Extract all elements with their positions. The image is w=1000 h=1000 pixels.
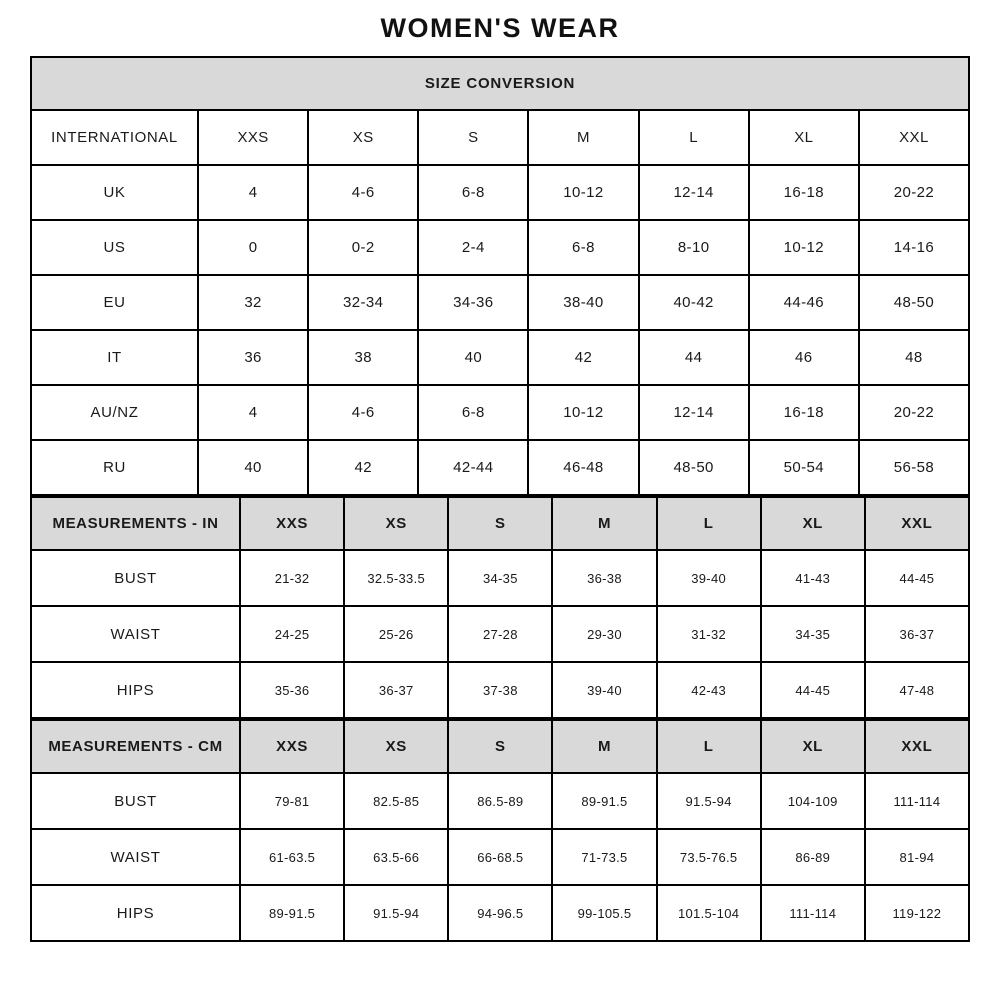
measurements-in-table: [30, 496, 970, 719]
table-cell: 36-37: [865, 606, 969, 662]
table-cell: 47-48: [865, 662, 969, 718]
table-cell: 71-73.5: [552, 829, 656, 885]
row-label: INTERNATIONAL: [31, 110, 198, 165]
table-cell: 48-50: [639, 440, 749, 495]
table-row: [31, 773, 969, 829]
table-cell: 16-18: [749, 165, 859, 220]
row-label: WAIST: [31, 829, 240, 885]
table-cell: 42-43: [657, 662, 761, 718]
table-cell: 36-37: [344, 662, 448, 718]
table-cell: 50-54: [749, 440, 859, 495]
table-cell: 91.5-94: [344, 885, 448, 941]
table-cell: S: [418, 110, 528, 165]
table-cell: 41-43: [761, 550, 865, 606]
table-cell: 10-12: [528, 385, 638, 440]
table-cell: 44: [639, 330, 749, 385]
table-cell: M: [528, 110, 638, 165]
table-cell: 89-91.5: [552, 773, 656, 829]
table-cell: 86.5-89: [448, 773, 552, 829]
table-cell: 4-6: [308, 385, 418, 440]
row-label: HIPS: [31, 885, 240, 941]
column-header-xxs: XXS: [240, 497, 344, 550]
table-cell: 61-63.5: [240, 829, 344, 885]
table-cell: 25-26: [344, 606, 448, 662]
table-cell: 94-96.5: [448, 885, 552, 941]
table-row: [31, 885, 969, 941]
table-cell: 32: [198, 275, 308, 330]
row-label: BUST: [31, 550, 240, 606]
measurements-in-header-row: [31, 497, 969, 550]
row-label: BUST: [31, 773, 240, 829]
table-cell: 31-32: [657, 606, 761, 662]
measurements-cm-body: [31, 773, 969, 941]
table-cell: 4-6: [308, 165, 418, 220]
row-label: UK: [31, 165, 198, 220]
table-cell: 46: [749, 330, 859, 385]
table-cell: 6-8: [528, 220, 638, 275]
column-header-s: S: [448, 497, 552, 550]
table-cell: 39-40: [552, 662, 656, 718]
column-header-m: M: [552, 720, 656, 773]
table-cell: 48: [859, 330, 969, 385]
table-cell: 119-122: [865, 885, 969, 941]
table-cell: 104-109: [761, 773, 865, 829]
size-conversion-banner: SIZE CONVERSION: [31, 57, 969, 110]
table-cell: 39-40: [657, 550, 761, 606]
table-cell: 14-16: [859, 220, 969, 275]
table-cell: 48-50: [859, 275, 969, 330]
table-row: [31, 606, 969, 662]
size-conversion-banner-row: [31, 57, 969, 110]
table-cell: 27-28: [448, 606, 552, 662]
row-label: US: [31, 220, 198, 275]
table-row: [31, 110, 969, 165]
table-cell: 82.5-85: [344, 773, 448, 829]
page-title: WOMEN'S WEAR: [380, 13, 620, 43]
table-cell: 63.5-66: [344, 829, 448, 885]
row-label: EU: [31, 275, 198, 330]
size-conversion-body: [31, 110, 969, 495]
table-cell: L: [639, 110, 749, 165]
table-cell: 29-30: [552, 606, 656, 662]
table-row: [31, 829, 969, 885]
table-cell: 40-42: [639, 275, 749, 330]
table-cell: 0: [198, 220, 308, 275]
measurements-cm-table: [30, 719, 970, 942]
table-cell: 66-68.5: [448, 829, 552, 885]
table-cell: 38: [308, 330, 418, 385]
column-header-m: M: [552, 497, 656, 550]
column-header-xl: XL: [761, 720, 865, 773]
table-cell: 56-58: [859, 440, 969, 495]
column-header-xl: XL: [761, 497, 865, 550]
table-cell: 86-89: [761, 829, 865, 885]
column-header-s: S: [448, 720, 552, 773]
column-header-xs: XS: [344, 720, 448, 773]
table-cell: 35-36: [240, 662, 344, 718]
table-cell: 42: [308, 440, 418, 495]
row-label: AU/NZ: [31, 385, 198, 440]
table-cell: 111-114: [761, 885, 865, 941]
table-cell: 0-2: [308, 220, 418, 275]
table-cell: 32.5-33.5: [344, 550, 448, 606]
table-cell: 91.5-94: [657, 773, 761, 829]
table-cell: 34-35: [448, 550, 552, 606]
table-cell: 20-22: [859, 165, 969, 220]
table-row: [31, 220, 969, 275]
table-cell: 89-91.5: [240, 885, 344, 941]
table-cell: 32-34: [308, 275, 418, 330]
table-cell: 20-22: [859, 385, 969, 440]
table-cell: 44-46: [749, 275, 859, 330]
row-label: RU: [31, 440, 198, 495]
table-cell: 40: [418, 330, 528, 385]
table-cell: 16-18: [749, 385, 859, 440]
table-header-label: MEASUREMENTS - CM: [31, 720, 240, 773]
table-row: [31, 165, 969, 220]
table-row: [31, 330, 969, 385]
table-cell: 6-8: [418, 165, 528, 220]
column-header-l: L: [657, 720, 761, 773]
table-cell: 8-10: [639, 220, 749, 275]
measurements-in-body: [31, 550, 969, 718]
table-cell: XXS: [198, 110, 308, 165]
column-header-xxl: XXL: [865, 720, 969, 773]
table-cell: 44-45: [865, 550, 969, 606]
table-cell: 37-38: [448, 662, 552, 718]
table-row: [31, 440, 969, 495]
row-label: WAIST: [31, 606, 240, 662]
table-cell: 4: [198, 385, 308, 440]
table-cell: 46-48: [528, 440, 638, 495]
table-cell: XXL: [859, 110, 969, 165]
column-header-l: L: [657, 497, 761, 550]
table-cell: 79-81: [240, 773, 344, 829]
table-row: [31, 275, 969, 330]
table-cell: XS: [308, 110, 418, 165]
table-cell: 44-45: [761, 662, 865, 718]
size-conversion-table: [30, 56, 970, 496]
table-cell: 6-8: [418, 385, 528, 440]
table-cell: 24-25: [240, 606, 344, 662]
table-cell: 99-105.5: [552, 885, 656, 941]
column-header-xxs: XXS: [240, 720, 344, 773]
table-cell: 81-94: [865, 829, 969, 885]
table-cell: 36: [198, 330, 308, 385]
table-cell: 21-32: [240, 550, 344, 606]
table-cell: 12-14: [639, 165, 749, 220]
table-row: [31, 662, 969, 718]
table-cell: 10-12: [528, 165, 638, 220]
table-cell: 73.5-76.5: [657, 829, 761, 885]
table-cell: XL: [749, 110, 859, 165]
table-row: [31, 385, 969, 440]
table-cell: 34-35: [761, 606, 865, 662]
table-cell: 38-40: [528, 275, 638, 330]
table-cell: 10-12: [749, 220, 859, 275]
table-cell: 12-14: [639, 385, 749, 440]
table-cell: 2-4: [418, 220, 528, 275]
column-header-xxl: XXL: [865, 497, 969, 550]
table-cell: 40: [198, 440, 308, 495]
table-cell: 42-44: [418, 440, 528, 495]
table-cell: 111-114: [865, 773, 969, 829]
row-label: IT: [31, 330, 198, 385]
table-cell: 42: [528, 330, 638, 385]
row-label: HIPS: [31, 662, 240, 718]
table-cell: 34-36: [418, 275, 528, 330]
table-cell: 36-38: [552, 550, 656, 606]
table-cell: 101.5-104: [657, 885, 761, 941]
measurements-cm-header-row: [31, 720, 969, 773]
table-cell: 4: [198, 165, 308, 220]
column-header-xs: XS: [344, 497, 448, 550]
table-header-label: MEASUREMENTS - IN: [31, 497, 240, 550]
table-row: [31, 550, 969, 606]
